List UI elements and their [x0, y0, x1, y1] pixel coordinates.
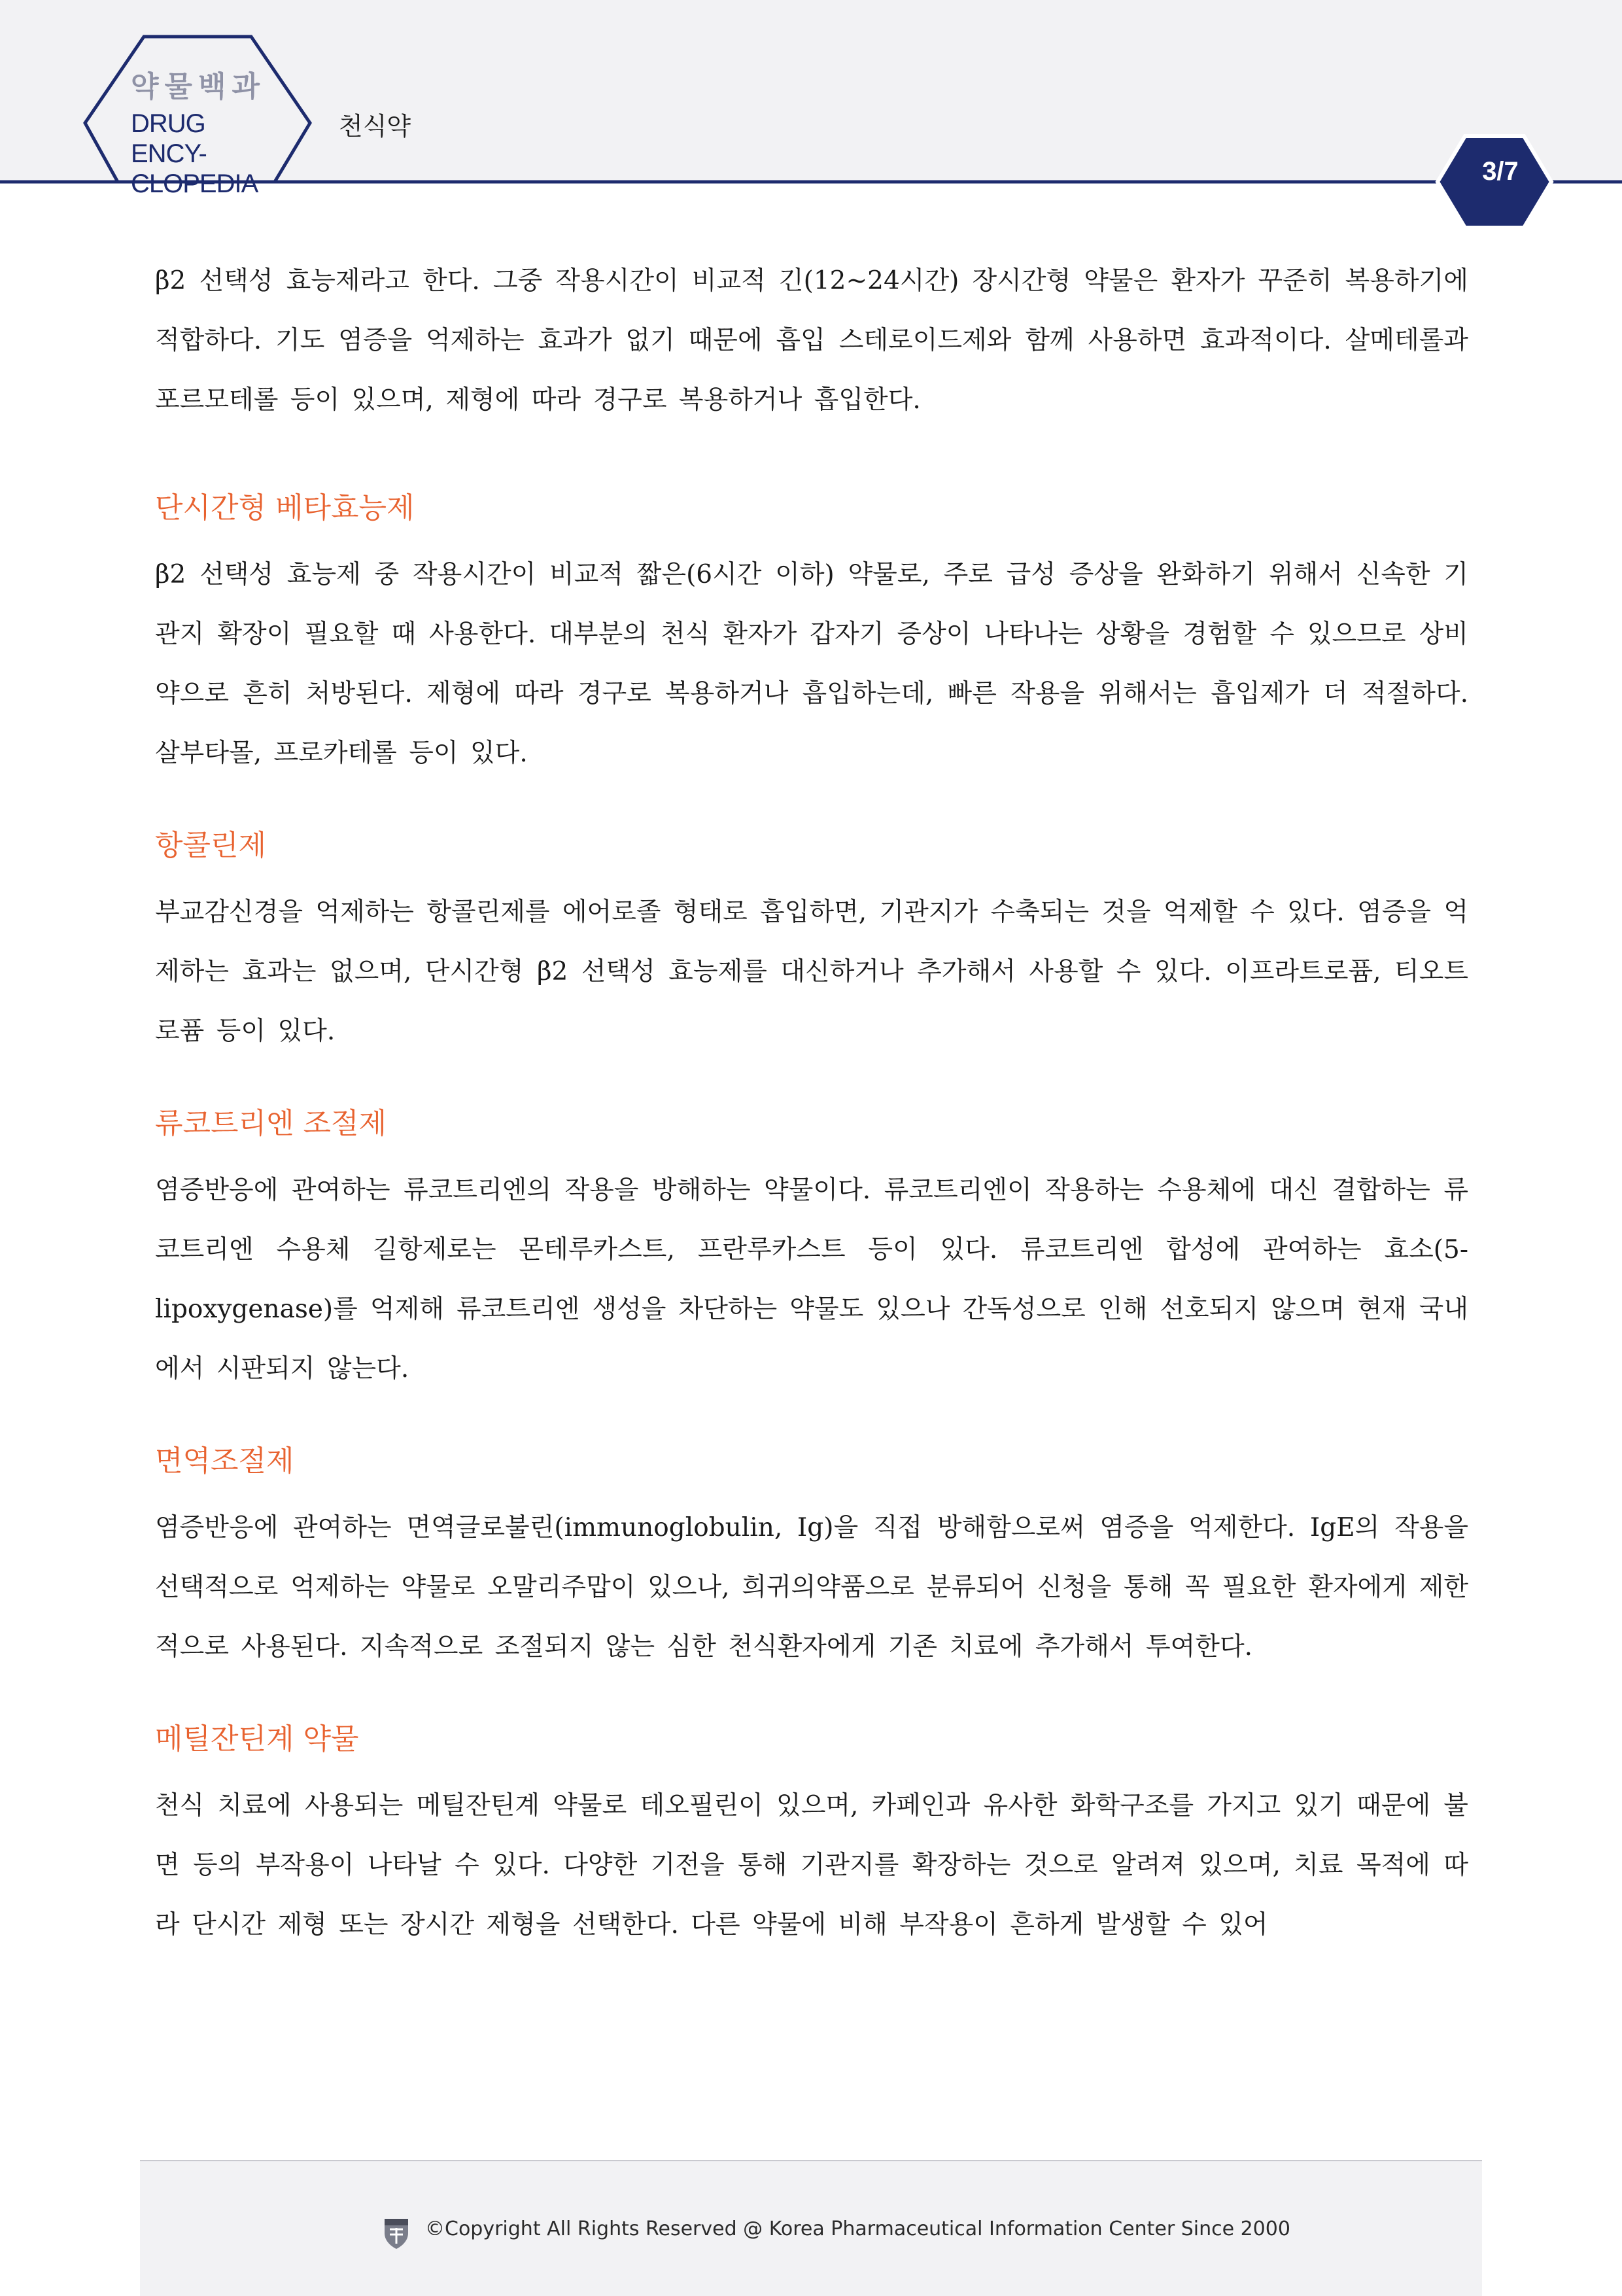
logo [131, 63, 281, 199]
section-heading: 면역조절제 [155, 1444, 294, 1478]
copyright-text: ©Copyright All Rights Reserved @ Korea Pharmaceutical Information Center Since 2000 [425, 2218, 1290, 2240]
section-heading: 단시간형 베타효능제 [155, 491, 415, 525]
section-paragraph: 부교감신경을 억제하는 항콜린제를 에어로졸 형태로 흡입하면, 기관지가 수축되는 것을 억제할 수 있다. 염증을 억제하는 효과는 없으며, 단시간형 β2 선택성 효능제를 대신하거나 추가해서 사용할 수 있다. 이프라트로퓸, 티오트로퓸 등이 있다. [155, 897, 1468, 1046]
section-heading: 메틸잔틴계 약물 [155, 1722, 359, 1756]
shield-crest-icon [382, 2216, 411, 2250]
section-paragraph: 염증반응에 관여하는 면역글로불린(immunoglobulin, Ig)을 직접 방해함으로써 염증을 억제한다. IgE의 작용을 선택적으로 억제하는 약물로 오말리주맙이 있으나, 희귀의약품으로 분류되어 신청을 통해 꼭 필요한 환자에게 제한적으로 사용된다. 지속적으로 조절되지 않는 심한 천식환자에게 기존 치료에 추가해서 투여한다. [155, 1513, 1468, 1661]
intro-paragraph: β2 선택성 효능제라고 한다. 그중 작용시간이 비교적 긴(12~24시간) 장시간형 약물은 환자가 꾸준히 복용하기에 적합하다. 기도 염증을 억제하는 효과가 없기 때문에 흡입 스테로이드제와 함께 사용하면 효과적이다. 살메테롤과 포르모테롤 등이 있으며, 제형에 따라 경구로 복용하거나 흡입한다. [155, 266, 1468, 415]
section-paragraph: 염증반응에 관여하는 류코트리엔의 작용을 방해하는 약물이다. 류코트리엔이 작용하는 수용체에 대신 결합하는 류코트리엔 수용체 길항제로는 몬테루카스트, 프란루카스트 등이 있다. 류코트리엔 합성에 관여하는 효소(5-lipoxygenase)를 억제해 류코트리엔 생성을 차단하는 약물도 있으나 간독성으로 인해 선호되지 않으며 현재 국내에서 시판되지 않는다. [155, 1175, 1468, 1383]
main-content [155, 251, 1468, 1998]
document-title: 천식약 [339, 112, 411, 141]
section-heading: 항콜린제 [155, 829, 267, 862]
section-paragraph: β2 선택성 효능제 중 작용시간이 비교적 짧은(6시간 이하) 약물로, 주로 급성 증상을 완화하기 위해서 신속한 기관지 확장이 필요할 때 사용한다. 대부분의 천식 환자가 갑자기 증상이 나타나는 상황을 경험할 수 있으므로 상비약으로 흔히 처방된다. 제형에 따라 경구로 복용하거나 흡입하는데, 빠른 작용을 위해서는 흡입제가 더 적절하다. 살부타몰, 프로카테롤 등이 있다. [155, 560, 1468, 768]
page-number: 3/7 [1482, 157, 1519, 186]
page-footer [140, 2160, 1482, 2296]
section-paragraph: 천식 치료에 사용되는 메틸잔틴계 약물로 테오필린이 있으며, 카페인과 유사한 화학구조를 가지고 있기 때문에 불면 등의 부작용이 나타날 수 있다. 다양한 기전을 통해 기관지를 확장하는 것으로 알려져 있으며, 치료 목적에 따라 단시간 제형 또는 장시간 제형을 선택한다. 다른 약물에 비해 부작용이 흔하게 발생할 수 있어 [155, 1791, 1468, 1939]
logo-korean: 약물백과 [131, 70, 266, 103]
section-heading: 류코트리엔 조절제 [155, 1107, 387, 1140]
logo-english: DRUG ENCY- CLOPEDIA [131, 109, 258, 198]
